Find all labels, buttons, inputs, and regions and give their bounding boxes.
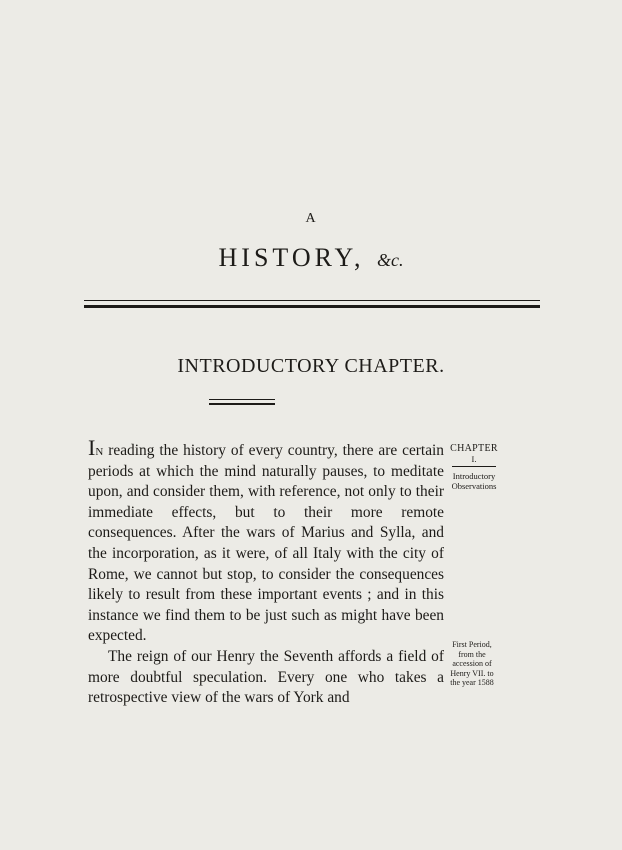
paragraph-1-text: reading the history of every country, there are certain periods at which the mind naturally pauses, to meditate upon, and consider them, with reference, not only to their immediate effects, but to their more remote consequences. After the wars of Marius and Sylla, and the incorporation, as it were, of all Italy with the city of Rome, we cannot but stop, to consider the consequences likely to result from these important events ; and in this instance we find them to be just such as might have been expected. [88, 442, 444, 645]
drop-cap: I [88, 435, 96, 460]
margin-note-first-period: First Period, from the accession of Henry VII. to the year 1588 [450, 640, 494, 688]
page-title-suffix: &c. [376, 250, 404, 270]
paragraph-2: The reign of our Henry the Seventh affords a field of more doubtful speculation. Every one who takes a retrospective view of the wars of York and [88, 647, 444, 707]
page-title-text: HISTORY, [218, 243, 365, 272]
chapter-note: Introductory Observations [451, 471, 497, 491]
chapter-label: CHAPTER [450, 443, 498, 454]
paragraph-1 [88, 435, 444, 647]
body-text [88, 435, 444, 709]
small-caps-opening: n [95, 442, 104, 459]
page-title [0, 243, 622, 273]
show-through-text [140, 110, 560, 310]
chapter-number: I. [471, 454, 477, 464]
short-rule-divider [209, 399, 275, 405]
double-rule-divider [84, 300, 540, 308]
margin-note-chapter [448, 444, 500, 491]
margin-rule [452, 466, 496, 467]
chapter-heading: INTRODUCTORY CHAPTER. [177, 355, 445, 377]
pre-title: A [305, 211, 317, 226]
